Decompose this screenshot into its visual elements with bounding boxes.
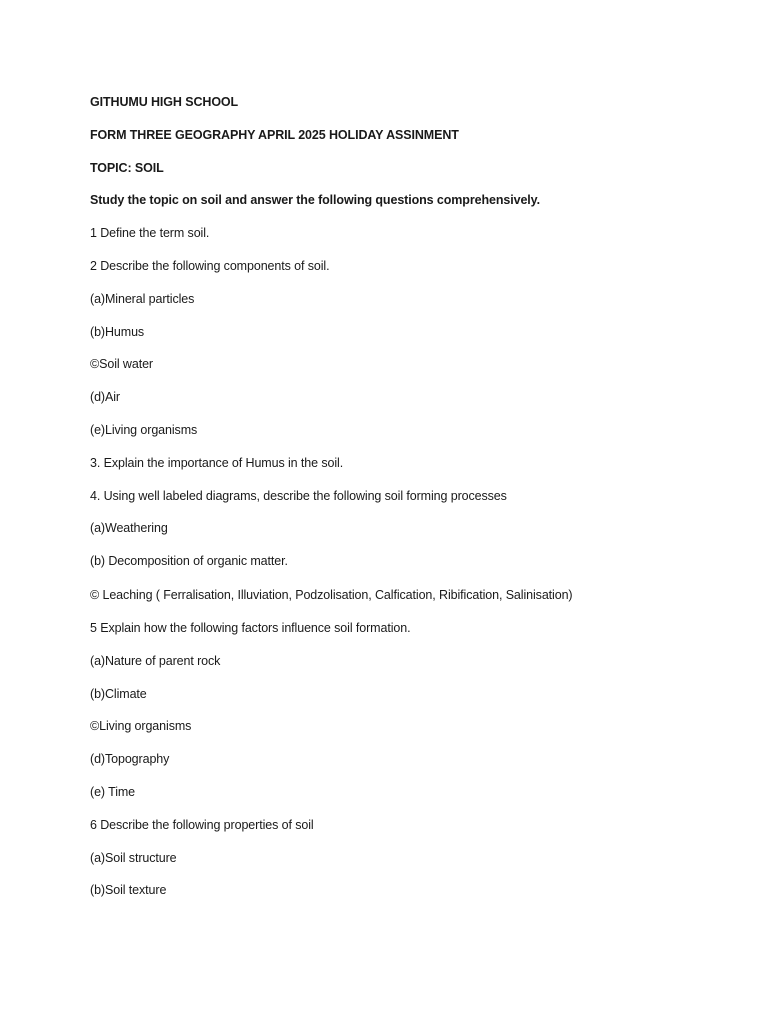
- question-5d: (d)Topography: [90, 752, 170, 766]
- question-3: 3. Explain the importance of Humus in the soil.: [90, 456, 344, 470]
- question-2b: (b)Humus: [90, 325, 145, 339]
- question-5c: ©Living organisms: [90, 719, 192, 733]
- question-4c: © Leaching ( Ferralisation, Illuviation, Podzolisation, Calfication, Ribification, Salinisation): [90, 588, 573, 602]
- question-6: 6 Describe the following properties of soil: [90, 818, 314, 832]
- question-5b: (b)Climate: [90, 687, 147, 701]
- question-4: 4. Using well labeled diagrams, describe the following soil forming processes: [90, 489, 507, 503]
- question-2e: (e)Living organisms: [90, 423, 198, 437]
- question-6a: (a)Soil structure: [90, 851, 177, 865]
- instruction-text: Study the topic on soil and answer the following questions comprehensively.: [90, 193, 540, 207]
- assignment-title: FORM THREE GEOGRAPHY APRIL 2025 HOLIDAY ASSINMENT: [90, 128, 459, 142]
- question-2: 2 Describe the following components of soil.: [90, 259, 330, 273]
- question-5e: (e) Time: [90, 785, 136, 799]
- question-2d: (d)Air: [90, 390, 120, 404]
- question-6b: (b)Soil texture: [90, 883, 167, 897]
- topic-heading: TOPIC: SOIL: [90, 161, 164, 175]
- question-4b: (b) Decomposition of organic matter.: [90, 554, 288, 568]
- question-5a: (a)Nature of parent rock: [90, 654, 221, 668]
- question-5: 5 Explain how the following factors influence soil formation.: [90, 621, 411, 635]
- question-2a: (a)Mineral particles: [90, 292, 195, 306]
- question-2c: ©Soil water: [90, 357, 153, 371]
- school-name: GITHUMU HIGH SCHOOL: [90, 95, 239, 109]
- question-4a: (a)Weathering: [90, 521, 168, 535]
- question-1: 1 Define the term soil.: [90, 226, 210, 240]
